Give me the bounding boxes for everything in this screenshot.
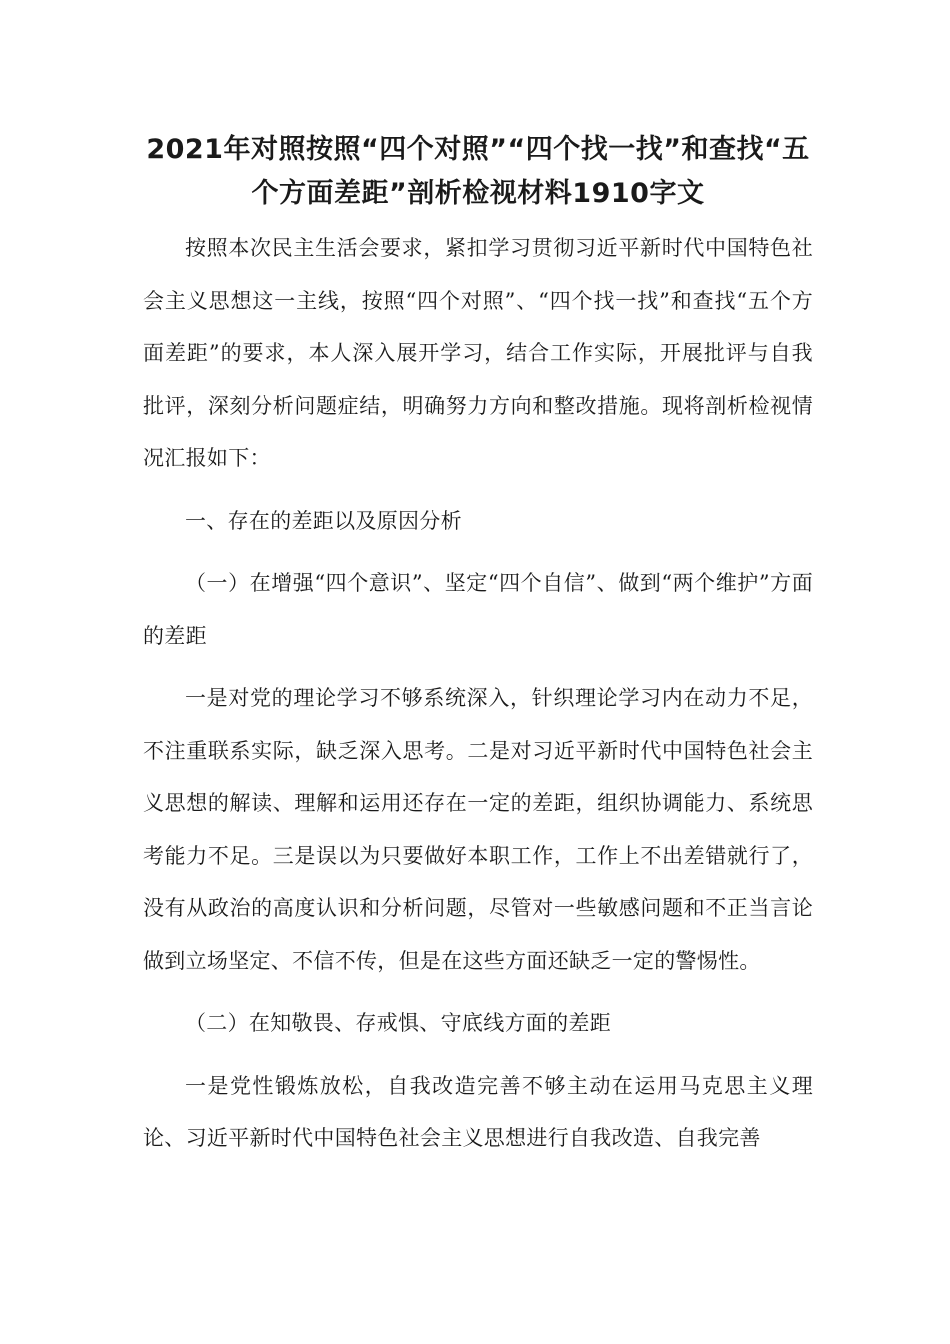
subsection-heading-2: （二）在知敬畏、存戒惧、守底线方面的差距 [185, 1011, 611, 1035]
intro-paragraph: 按照本次民主生活会要求，紧扣学习贯彻习近平新时代中国特色社会主义思想这一主线，按照“四个对照”、“四个找一找”和查找“五个方面差距”的要求，本人深入展开学习，结合工作实际，开展批评与自我批评，深刻分析问题症结，明确努力方向和整改措施。现将剖析检视情况汇报如下： [143, 236, 813, 470]
subsection-body-2: 一是党性锻炼放松，自我改造完善不够主动在运用马克思主义理论、习近平新时代中国特色社会主义思想进行自我改造、自我完善 [143, 1073, 813, 1150]
spacer [143, 987, 813, 997]
spacer [143, 485, 813, 495]
subsection-body-1: 一是对党的理论学习不够系统深入，针织理论学习内在动力不足，不注重联系实际，缺乏深入思考。二是对习近平新时代中国特色社会主义思想的解读、理解和运用还存在一定的差距，组织协调能力、系统思考能力不足。三是误以为只要做好本职工作，工作上不出差错就行了，没有从政治的高度认识和分析问题，尽管对一些敏感问题和不正当言论做到立场坚定、不信不传，但是在这些方面还缺乏一定的警惕性。 [143, 686, 813, 973]
document-title: 2021年对照按照“四个对照”“四个找一找”和查找“五个方面差距”剖析检视材料1910字文 [146, 134, 810, 209]
spacer [143, 662, 813, 672]
document-page [143, 128, 813, 1165]
subsection-heading-1: （一）在增强“四个意识”、坚定“四个自信”、做到“两个维护”方面的差距 [143, 571, 813, 648]
spacer [143, 1050, 813, 1060]
spacer [143, 547, 813, 557]
section-heading-1: 一、存在的差距以及原因分析 [185, 508, 462, 533]
